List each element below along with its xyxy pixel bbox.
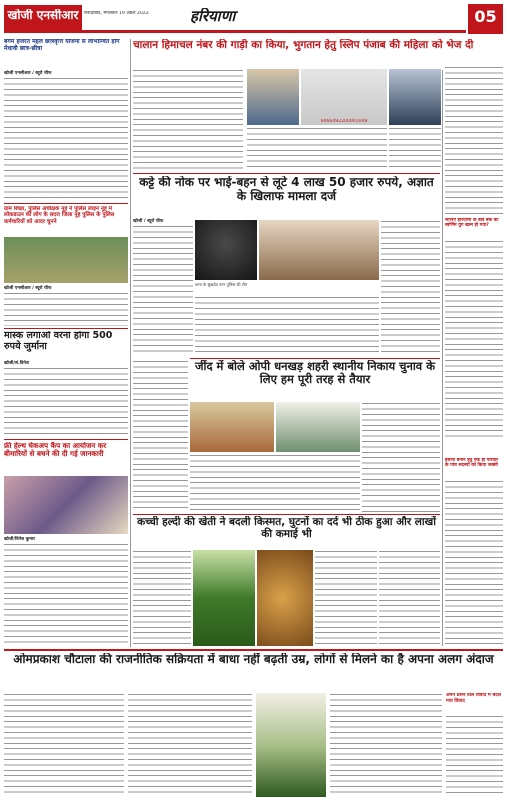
himachal-photo-phone	[301, 69, 387, 125]
jind-headline: जींद में बोले ओपी धनखड़ शहरी स्थानीय निकाय चुनाव के लिए हम पूरी तरह से तैयार	[194, 360, 436, 387]
sidebar-headline-2: इंसाफ बनाने हेतु एक ही परिवार के पांच सदस्यों को किया जख्मी	[445, 458, 499, 469]
masthead-bar	[4, 30, 466, 33]
mask-story	[4, 331, 128, 437]
himachal-phone-number: 9466492200001049	[320, 119, 368, 124]
turmeric-body-2	[315, 550, 377, 646]
page-number: 05	[474, 8, 497, 26]
scholarship-story	[4, 39, 128, 201]
divider-left-3	[4, 439, 128, 440]
divider-chautala-top	[4, 649, 503, 651]
turmeric-body-1	[133, 550, 191, 646]
masthead-edition: फरीदाबाद, मंगलवार 19 अप्रैल 2022	[84, 11, 149, 16]
divider-left-2	[4, 328, 128, 329]
himachal-body-1	[133, 69, 243, 171]
health-story	[4, 442, 128, 647]
sidebar-body-3	[445, 480, 503, 646]
chautala-story	[4, 653, 503, 797]
column-divider	[130, 39, 131, 647]
health-byline: खोजी/विनेश कुमार	[4, 537, 35, 542]
gang-body-1	[133, 225, 193, 356]
police-help-body	[4, 292, 128, 326]
gang-story	[133, 176, 440, 356]
chautala-body-3	[330, 693, 442, 797]
jind-photo-1	[190, 402, 274, 452]
gang-continued-body	[133, 360, 188, 512]
jind-story	[190, 360, 440, 512]
health-photo	[4, 476, 128, 534]
masthead-section: हरियाणा	[190, 8, 236, 25]
mask-headline: मास्क लगाओ वरना होगा 500 रुपये जुर्माना	[4, 331, 113, 352]
health-body	[4, 543, 128, 647]
himachal-photo-officer	[389, 69, 441, 125]
himachal-photo-people	[247, 69, 299, 125]
chautala-photo	[256, 693, 326, 797]
himachal-body-2	[247, 127, 387, 171]
gang-photo-hands	[259, 220, 379, 280]
divider-left-1	[4, 203, 128, 204]
turmeric-headline: कच्ची हल्दी की खेती ने बदली किस्मत, घुटनों का दर्द भी ठीक हुआ और लाखों की कमाई भी	[137, 516, 436, 541]
turmeric-photo-field	[193, 550, 255, 646]
gang-headline: कट्टे की नोक पर भाई-बहन से लूटे 4 लाख 50 हजार रुपये, अज्ञात के खिलाफ मामला दर्ज	[139, 176, 434, 203]
police-help-photo	[4, 237, 128, 283]
scholarship-byline: खोजी एनसीआर / ब्यूरो चीफ	[4, 71, 52, 76]
right-sidebar	[445, 66, 503, 646]
chautala-body-1	[4, 693, 124, 797]
sidebar-divider	[442, 70, 443, 646]
turmeric-story	[133, 516, 440, 646]
sidebar-body-2	[445, 240, 503, 440]
chautala-headline: ओमप्रकाश चौटाला की राजनीतिक सक्रियता में बाधा नहीं बढ़ती उम्र, लोगों से मिलने का है अपना अलग अंदाज	[13, 653, 494, 666]
divider-turmeric-top	[133, 514, 440, 515]
scholarship-body	[4, 77, 128, 201]
himachal-headline: चालान हिमाचल नंबर की गाड़ी का किया, भुगतान हेतु स्लिप पंजाब की महिला को भेज दी	[133, 39, 474, 51]
divider-jind-top	[190, 358, 440, 359]
jind-photo-2	[276, 402, 360, 452]
chautala-side-headline: अपने प्रशन वाले विवाद में बदल गया विवाद	[446, 693, 501, 704]
police-help-story	[4, 206, 128, 326]
gang-body-2	[195, 296, 379, 356]
gang-body-3	[381, 220, 440, 356]
police-help-caption: खोजी एनसीआर / ब्यूरो चीफ	[4, 286, 52, 291]
sidebar-body-1	[445, 66, 503, 216]
masthead	[0, 0, 507, 38]
gang-photo-caption: थाना के सुखदेव नगर पुलिस की टीम	[195, 282, 248, 287]
health-headline: फ्री हेल्थ चेकअप कैंप का आयोजन कर बीमारियों से बचने की दी गई जानकारी	[4, 442, 107, 459]
mask-body	[4, 367, 128, 437]
chautala-body-2	[128, 693, 252, 797]
chautala-side-body	[446, 715, 503, 797]
divider-gang-top	[133, 173, 440, 174]
jind-body-2	[362, 402, 440, 512]
mask-byline: खोजी/सं.विनेश	[4, 361, 29, 366]
himachal-body-3	[389, 127, 441, 171]
masthead-brand: खोजी एनसीआर	[7, 9, 79, 22]
turmeric-body-3	[379, 550, 440, 646]
gang-byline: खोजी / ब्यूरो चीफ	[133, 219, 164, 224]
police-help-headline: ग्राम शिक्षा, पुलिस अधीक्षक नूंह ने पुलिस लाइन नूंह में लोकडाउन की लोग के सदरा जिला नूंह पुलिस के पुलिस कर्मचारियों को आदर चुनने	[4, 206, 115, 225]
gang-photo-bottle	[195, 220, 257, 280]
scholarship-headline: बेगम हजरत महल छात्रवृत्ति योजना से लाभान्वित होंगे मेधावी छात्र-छीत्रा	[4, 39, 120, 52]
turmeric-photo-root	[257, 550, 313, 646]
sidebar-headline-1: जानिए हरियाणा के बाद बैंक का स्वर्णिम युग खत्म हो गया?	[445, 218, 499, 229]
jind-body-1	[190, 454, 360, 512]
